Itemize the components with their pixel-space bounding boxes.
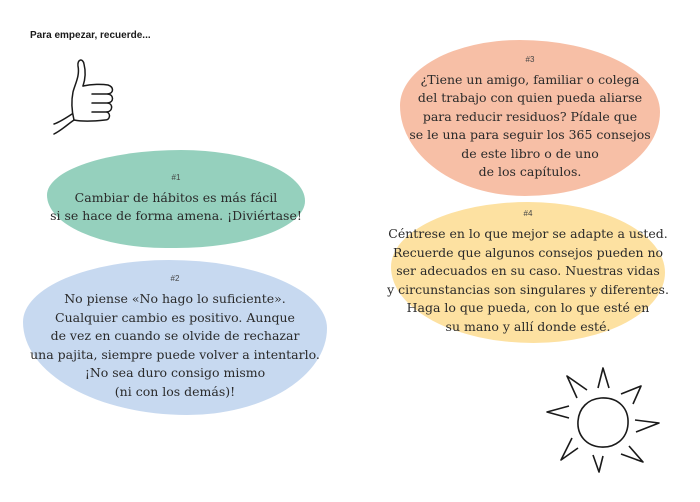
tip-text-line: una pajita, siempre puede volver a intentarlo.: [30, 346, 320, 362]
tip-text-line: de los capítulos.: [478, 164, 582, 179]
tip-number: #2: [170, 274, 180, 283]
tip-number: #3: [525, 54, 535, 64]
tip-bubble-4: [387, 202, 669, 343]
tip-text-line: de este libro o de uno: [461, 145, 599, 161]
tip-text-line: Cualquier cambio es positivo. Aunque: [55, 309, 295, 325]
tip-text-line: ser adecuados en su caso. Nuestras vidas: [396, 263, 660, 278]
tip-text-line: Recuerde que algunos consejos pueden no: [392, 244, 664, 260]
tip-bubble-1: [47, 150, 305, 248]
tip-number: #4: [523, 209, 533, 218]
tip-text-line: No piense «No hago lo suficiente».: [64, 291, 286, 306]
tip-text-line: y circunstancias son singulares y diferentes.: [387, 281, 669, 297]
tip-text-line: si se hace de forma amena. ¡Diviértase!: [50, 208, 302, 223]
tip-text-line: (ni con los demás)!: [114, 383, 236, 399]
tip-text-line: para reducir residuos? Pídale que: [422, 108, 638, 124]
tip-number: #1: [171, 172, 181, 182]
tip-text-line: se le una para seguir los 365 consejos: [409, 127, 651, 142]
tip-bubble-3: [400, 40, 660, 196]
intro-heading: Para empezar, recuerde...: [30, 30, 151, 41]
thumbs-up-icon: [52, 54, 118, 136]
tip-bubble-2: [23, 260, 327, 415]
tip-text-line: Cambiar de hábitos es más fácil: [74, 189, 278, 205]
tip-text-line: su mano y allí donde esté.: [445, 318, 611, 334]
tip-text-line: Céntrese en lo que mejor se adapte a usted.: [388, 226, 668, 241]
sun-icon: [543, 364, 669, 476]
tip-text-line: del trabajo con quien pueda aliarse: [417, 90, 643, 105]
tip-text-line: ¿Tiene un amigo, familiar o colega: [420, 71, 640, 87]
tip-text-line: ¡No sea duro consigo mismo: [84, 365, 266, 380]
tip-text-line: de vez en cuando se olvide de rechazar: [50, 328, 300, 343]
tip-text-line: Haga lo que pueda, con lo que esté en: [406, 300, 650, 315]
